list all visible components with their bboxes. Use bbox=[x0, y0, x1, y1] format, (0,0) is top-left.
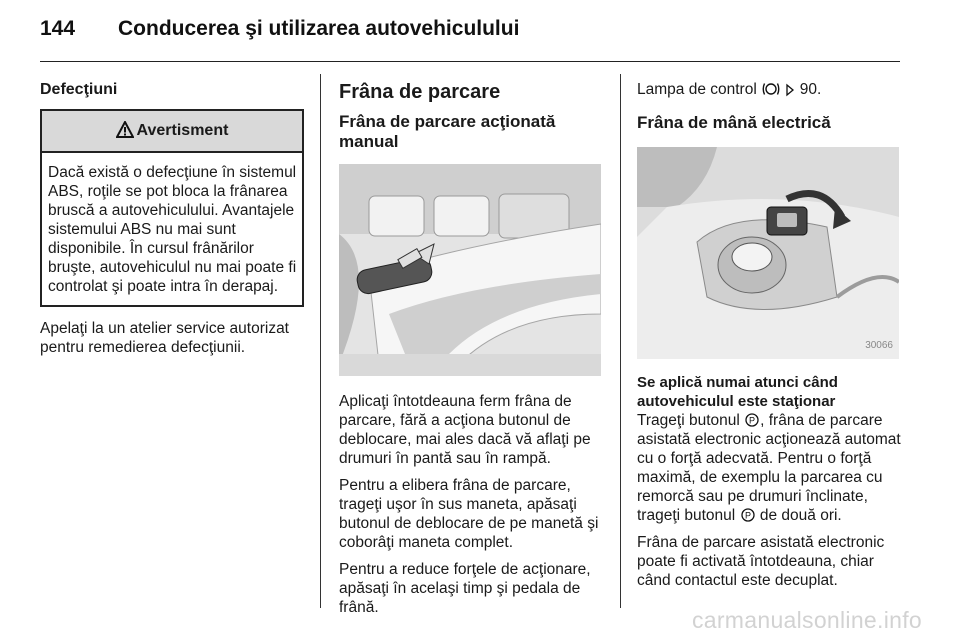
electric-brake-para-1a: Trageţi butonul bbox=[637, 412, 740, 429]
page-number: 144 bbox=[40, 17, 76, 40]
header-rule bbox=[40, 61, 900, 62]
warning-title bbox=[42, 111, 302, 153]
control-lamp-ref: 90. bbox=[799, 81, 822, 98]
manual-brake-para-2: Pentru a elibera frâna de parcare, trageţi uşor în sus maneta, apăsaţi butonul de deblocare de pe manetă şi coborâţi maneta complet. bbox=[339, 477, 599, 551]
control-lamp-text: Lampa de control bbox=[637, 81, 757, 98]
left-column bbox=[40, 80, 304, 365]
subtitle-electric-brake: Frâna de mână electrică bbox=[637, 113, 831, 132]
page-header bbox=[40, 17, 519, 41]
condition-title: Se aplică numai atunci când autovehiculul este staţionar bbox=[637, 374, 838, 410]
manual-brake-photo bbox=[339, 164, 601, 376]
electric-brake-photo bbox=[637, 147, 899, 359]
electric-brake-para-1 bbox=[637, 411, 903, 525]
middle-column bbox=[339, 80, 603, 625]
manual-brake-illustration bbox=[339, 164, 601, 376]
watermark: carmanualsonline.info bbox=[691, 607, 922, 633]
electric-brake-para-1b: , frâna de parcare asistată electronic acţionează automat cu o forţă adecvată. Pentru o forţă maximă, de exemplu la parcarea cu remorcă sau pe drumuri înclinate, trageţi butonul bbox=[637, 412, 901, 524]
manual-brake-para-3: Pentru a reduce forţele de acţionare, apăsaţi în acelaşi timp şi pedala de frână. bbox=[339, 561, 591, 616]
section-title-defects: Defecţiuni bbox=[40, 81, 118, 98]
svg-text:P: P bbox=[749, 415, 756, 426]
electric-brake-para-2: Frâna de parcare asistată electronic poate fi activată întotdeauna, chiar când contactul este decuplat. bbox=[637, 534, 885, 589]
parking-brake-button-icon bbox=[744, 412, 760, 428]
section-title-parking-brake: Frâna de parcare bbox=[339, 81, 501, 103]
right-column bbox=[637, 80, 903, 598]
warning-title-text: Avertisment bbox=[136, 122, 229, 139]
column-divider-left bbox=[320, 74, 321, 608]
warning-text: Dacă există o defecţiune în sistemul ABS, roţile se pot bloca la frânarea bruscă a autovehiculului. Avantajele sistemului ABS nu mai sunt disponibile. În cursul frânărilor bruşte, autovehiculul nu mai poate fi controlat şi poate intra în derapaj. bbox=[48, 164, 297, 295]
service-note: Apelaţi la un atelier service autorizat pentru remedierea defecţiunii. bbox=[40, 320, 289, 356]
control-lamp-line bbox=[637, 80, 903, 99]
svg-text:P: P bbox=[744, 510, 751, 521]
page-title: Conducerea şi utilizarea autovehiculului bbox=[118, 17, 520, 40]
warning-box bbox=[40, 109, 304, 307]
electric-brake-para-1c: de două ori. bbox=[759, 507, 842, 524]
brake-lamp-icon bbox=[761, 81, 781, 97]
manual-brake-para-1: Aplicaţi întotdeauna ferm frâna de parcare, fără a acţiona butonul de deblocare, mai ales dacă vă aflaţi pe drumuri în pantă sau în rampă. bbox=[339, 393, 591, 467]
image-code: 30066 bbox=[865, 340, 893, 351]
column-divider-right bbox=[620, 74, 621, 608]
subtitle-manual-brake: Frâna de parcare acţionată manual bbox=[339, 112, 556, 151]
warning-triangle-icon bbox=[116, 121, 134, 138]
page-reference-arrow-icon bbox=[785, 83, 795, 97]
parking-brake-button-icon bbox=[740, 507, 756, 523]
electric-brake-illustration bbox=[637, 147, 899, 359]
